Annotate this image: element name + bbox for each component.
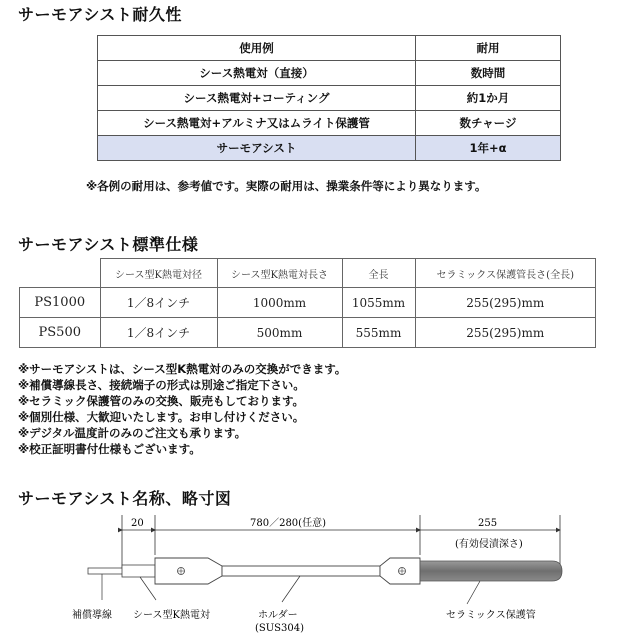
- row-diameter: 1／8インチ: [100, 318, 217, 348]
- leader-line: [467, 581, 480, 604]
- row-total: 555mm: [342, 318, 415, 348]
- note-line: ※サーモアシストは、シース型K熱電対のみの交換ができます。: [18, 362, 347, 376]
- row-example: シース熱電対+アルミナ又はムライト保護管: [98, 111, 416, 136]
- table-row-highlight: [98, 136, 561, 161]
- header-example: 使用例: [98, 36, 416, 61]
- section2-notes: [18, 361, 346, 457]
- durability-table: [97, 35, 561, 161]
- section2-title: サーモアシスト標準仕様: [18, 235, 199, 254]
- immersion-label: (有効侵漬深さ): [455, 539, 523, 550]
- row-life: 約1か月: [416, 86, 561, 111]
- header-length: シース型K熱電対長さ: [217, 259, 342, 288]
- holder-rod: [222, 566, 380, 576]
- dim-middle-label: 780／280(任意): [250, 518, 326, 529]
- header-total: 全長: [342, 259, 415, 288]
- table-header-row: [20, 259, 596, 288]
- dim-20-label: 20: [131, 518, 144, 529]
- dim-255-label: 255: [478, 518, 498, 529]
- row-model: PS1000: [20, 288, 101, 318]
- row-life: 数チャージ: [416, 111, 561, 136]
- section1-title: サーモアシスト耐久性: [18, 5, 182, 24]
- header-blank: [20, 259, 101, 288]
- dimension-diagram: [0, 510, 625, 644]
- label-sheath: シース型K熱電対: [133, 610, 210, 621]
- header-diameter: シース型K熱電対径: [100, 259, 217, 288]
- leader-line: [140, 577, 156, 600]
- label-ceramic: セラミックス保護管: [446, 610, 536, 621]
- row-model: PS500: [20, 318, 101, 348]
- row-ceramic: 255(295)mm: [415, 288, 596, 318]
- ceramic-tube: [420, 561, 562, 581]
- label-compensation-wire: 補償導線: [72, 610, 112, 621]
- sheath-connector: [122, 565, 155, 577]
- row-example: シース熱電対+コーティング: [98, 86, 416, 111]
- header-life: 耐用: [416, 36, 561, 61]
- table-row: [20, 288, 596, 318]
- holder-left: [155, 558, 222, 584]
- row-length: 500mm: [217, 318, 342, 348]
- table-row: [98, 86, 561, 111]
- section1-note: ※各例の耐用は、参考値です。実際の耐用は、操業条件等により異なります。: [86, 179, 487, 193]
- note-line: ※補償導線長さ、接続端子の形式は別途ご指定下さい。: [18, 378, 305, 392]
- row-diameter: 1／8インチ: [100, 288, 217, 318]
- row-total: 1055mm: [342, 288, 415, 318]
- table-row: [98, 111, 561, 136]
- table-row: [98, 61, 561, 86]
- row-example: シース熱電対（直接）: [98, 61, 416, 86]
- section3-title: サーモアシスト名称、略寸図: [18, 489, 232, 508]
- leader-line: [282, 576, 300, 602]
- table-header-row: [98, 36, 561, 61]
- row-example: サーモアシスト: [98, 136, 416, 161]
- row-life: 1年+α: [416, 136, 561, 161]
- row-life: 数時間: [416, 61, 561, 86]
- row-ceramic: 255(295)mm: [415, 318, 596, 348]
- note-line: ※セラミック保護管のみの交換、販売もしております。: [18, 394, 305, 408]
- label-holder: ホルダー: [258, 610, 298, 621]
- label-holder-material: (SUS304): [255, 623, 305, 634]
- note-line: ※デジタル温度計のみのご注文も承ります。: [18, 426, 247, 440]
- spec-table: [19, 258, 596, 348]
- header-ceramic: セラミックス保護管長さ(全長): [415, 259, 596, 288]
- note-line: ※個別仕様、大歓迎いたします。お申し付けください。: [18, 410, 305, 424]
- row-length: 1000mm: [217, 288, 342, 318]
- compensation-wire: [88, 568, 124, 574]
- table-row: [20, 318, 596, 348]
- note-line: ※校正証明書付仕様もございます。: [18, 442, 201, 456]
